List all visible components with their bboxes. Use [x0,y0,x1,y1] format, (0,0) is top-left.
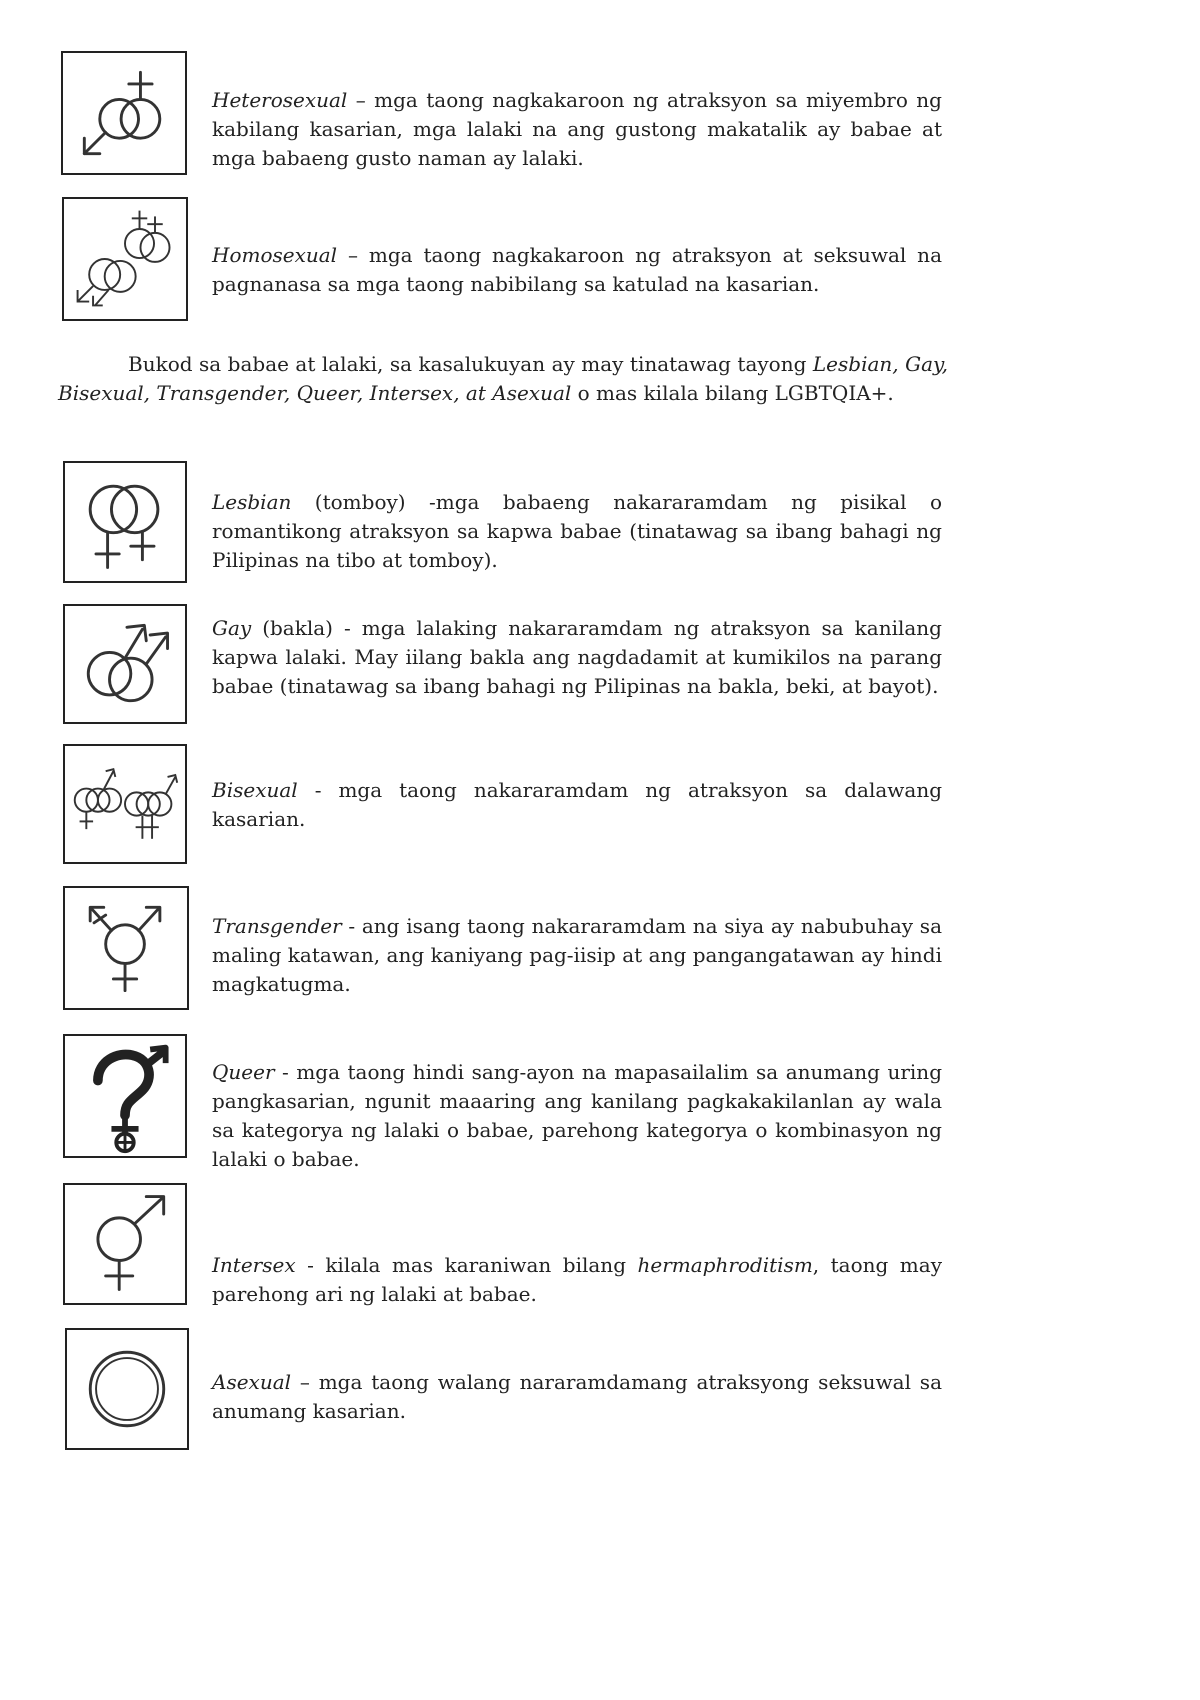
bisexual-symbol-icon [63,744,187,864]
definition-text-homosexual: Homosexual – mga taong nagkakaroon ng atraksyon at seksuwal na pagnanasa sa mga taong nabibilang sa katulad na kasarian. [212,243,942,296]
term-gay: Gay [212,616,252,640]
term-lesbian: Lesbian [212,490,292,514]
term-bisexual: Bisexual [212,778,298,802]
definition-text-intersex: Intersex - kilala mas karaniwan bilang hermaphroditism, taong may parehong ari ng lalaki at babae. [212,1253,942,1306]
queer-symbol-icon [63,1034,187,1158]
asexual-symbol-icon [65,1328,189,1450]
lesbian-symbol-icon [63,461,187,583]
homosexual-symbol-icon [62,197,188,321]
term-queer: Queer [212,1060,275,1084]
definition-text-bisexual: Bisexual - mga taong nakararamdam ng atraksyon sa dalawang kasarian. [212,778,942,831]
term-transgender: Transgender [212,914,342,938]
definition-text-queer: Queer - mga taong hindi sang-ayon na mapasailalim sa anumang uring pangkasarian, ngunit maaaring ang kanilang pagkakakilanlan ay wala sa kategorya ng lalaki o babae, parehong kategorya o kombinasyon ng lalaki o babae. [212,1060,942,1171]
definition-text-transgender: Transgender - ang isang taong nakararamdam na siya ay nabubuhay sa maling katawan, ang kaniyang pag-iisip at ang pangangatawan ay hindi magkatugma. [212,914,942,996]
transgender-symbol-icon [63,886,189,1010]
gay-symbol-icon [63,604,187,724]
definition-text-heterosexual: Heterosexual – mga taong nagkakaroon ng atraksyon sa miyembro ng kabilang kasarian, mga lalaki na ang gustong makatalik ay babae at mga babaeng gusto naman ay lalaki. [212,88,942,170]
definition-text-asexual: Asexual – mga taong walang nararamdamang atraksyong seksuwal sa anumang kasarian. [212,1370,942,1423]
term-asexual: Asexual [212,1370,292,1394]
term-intersex: Intersex [212,1253,296,1277]
definition-text-lesbian: Lesbian (tomboy) -mga babaeng nakararamdam ng pisikal o romantikong atraksyon sa kapwa babae (tinatawag sa ibang bahagi ng Pilipinas na tibo at tomboy). [212,490,943,572]
term-homosexual: Homosexual [212,243,338,267]
intersex-symbol-icon [63,1183,187,1305]
lgbtqia-terms: Lesbian, Gay, Bisexual, Transgender, Queer, Intersex, at Asexual [58,352,949,405]
term-hermaphroditism: hermaphroditism [637,1253,813,1277]
lgbtqia-intro-paragraph: Bukod sa babae at lalaki, sa kasalukuyan ay may tinatawag tayong Lesbian, Gay, Bisexual, Transgender, Queer, Intersex, at Asexual o mas kilala bilang LGBTQIA+. [58,352,949,405]
definition-text-gay: Gay (bakla) - mga lalaking nakararamdam ng atraksyon sa kanilang kapwa lalaki. May iilang bakla ang nagdadamit at kumikilos na parang babae (tinatawag sa ibang bahagi ng Pilipinas na bakla, beki, at bayot). [212,616,942,698]
term-heterosexual: Heterosexual [212,88,348,112]
heterosexual-symbol-icon [61,51,187,175]
